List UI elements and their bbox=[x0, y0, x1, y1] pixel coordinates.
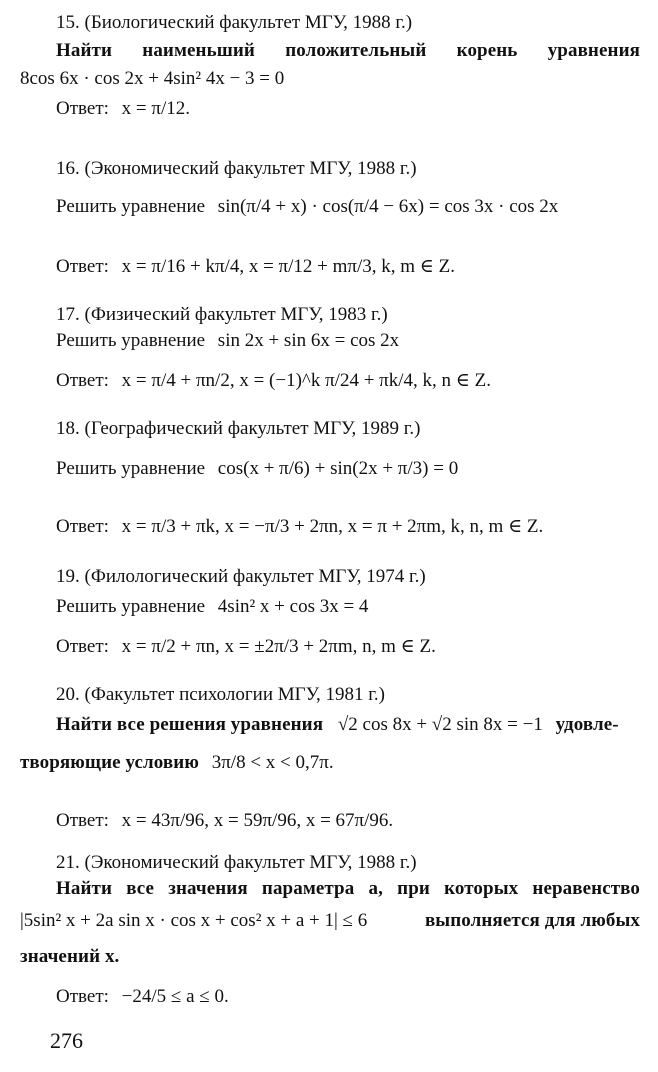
problem-17-statement bbox=[56, 330, 399, 352]
answer-label: Ответ: bbox=[56, 636, 109, 657]
answer-value: x = π/2 + πn, x = ±2π/3 + 2πm, n, m ∈ Z. bbox=[121, 636, 436, 657]
answer-label: Ответ: bbox=[56, 516, 109, 537]
problem-20-answer bbox=[56, 810, 393, 832]
statement-text: творяющие условию bbox=[20, 752, 199, 773]
problem-19-equation: 4sin² x + cos 3x = 4 bbox=[217, 596, 369, 617]
problem-15-answer bbox=[56, 98, 190, 120]
problem-19-statement bbox=[56, 596, 368, 618]
condition-value: 3π/8 < x < 0,7π. bbox=[211, 752, 334, 773]
problem-15-equation: 8cos 6x · cos 2x + 4sin² 4x − 3 = 0 bbox=[20, 68, 285, 89]
statement-text: Решить уравнение bbox=[56, 458, 206, 479]
problem-17-equation: sin 2x + sin 6x = cos 2x bbox=[217, 330, 400, 351]
answer-value: x = 43π/96, x = 59π/96, x = 67π/96. bbox=[121, 810, 394, 831]
problem-21-heading: 21. (Экономический факультет МГУ, 1988 г.) bbox=[56, 852, 417, 873]
statement-text: Решить уравнение bbox=[56, 196, 206, 217]
problem-20-statement bbox=[56, 714, 642, 736]
answer-label: Ответ: bbox=[56, 370, 109, 391]
problem-15-heading: 15. (Биологический факультет МГУ, 1988 г.) bbox=[56, 12, 413, 33]
answer-label: Ответ: bbox=[56, 98, 109, 119]
problem-19-answer bbox=[56, 636, 436, 658]
answer-value: x = π/12. bbox=[121, 98, 190, 119]
problem-16-heading: 16. (Экономический факультет МГУ, 1988 г.) bbox=[56, 158, 417, 179]
problem-16-answer bbox=[56, 256, 455, 278]
problem-19-heading: 19. (Филологический факультет МГУ, 1974 г.) bbox=[56, 566, 426, 587]
problem-17-heading: 17. (Физический факультет МГУ, 1983 г.) bbox=[56, 304, 388, 325]
problem-17-answer bbox=[56, 370, 491, 392]
problem-16-equation: sin(π/4 + x) · cos(π/4 − 6x) = cos 3x · cos 2x bbox=[217, 196, 559, 217]
answer-label: Ответ: bbox=[56, 256, 109, 277]
problem-21-answer bbox=[56, 986, 229, 1008]
problem-20-condition bbox=[20, 752, 334, 774]
statement-tail: удовле- bbox=[555, 714, 619, 735]
page-number: 276 bbox=[50, 1028, 83, 1053]
answer-value: x = π/16 + kπ/4, x = π/12 + mπ/3, k, m ∈ Z. bbox=[121, 256, 455, 277]
problem-18-equation: cos(x + π/6) + sin(2x + π/3) = 0 bbox=[217, 458, 459, 479]
answer-label: Ответ: bbox=[56, 810, 109, 831]
statement-text: Решить уравнение bbox=[56, 330, 206, 351]
problem-20-heading: 20. (Факультет психологии МГУ, 1981 г.) bbox=[56, 684, 385, 705]
problem-21-inequality-line bbox=[20, 910, 640, 932]
problem-18-answer bbox=[56, 516, 543, 538]
problem-20-equation: √2 cos 8x + √2 sin 8x = −1 bbox=[337, 714, 543, 735]
statement-text: Решить уравнение bbox=[56, 596, 206, 617]
statement-text: Найти все решения уравнения bbox=[56, 714, 324, 735]
answer-value: x = π/4 + πn/2, x = (−1)^k π/24 + πk/4, k, n ∈ Z. bbox=[121, 370, 491, 391]
problem-21-statement-end: значений x. bbox=[20, 946, 120, 967]
statement-tail: выполняется для любых bbox=[424, 910, 640, 931]
problem-21-inequality: |5sin² x + 2a sin x · cos x + cos² x + a + 1| ≤ 6 bbox=[20, 910, 368, 931]
problem-18-heading: 18. (Географический факультет МГУ, 1989 г.) bbox=[56, 418, 421, 439]
problem-15-statement: Найти наименьший положительный корень уравнения bbox=[56, 40, 640, 61]
problem-21-statement: Найти все значения параметра a, при которых неравенство bbox=[56, 878, 640, 899]
problem-16-statement bbox=[56, 196, 558, 218]
problem-18-statement bbox=[56, 458, 458, 480]
answer-value: x = π/3 + πk, x = −π/3 + 2πn, x = π + 2πm, k, n, m ∈ Z. bbox=[121, 516, 544, 537]
answer-value: −24/5 ≤ a ≤ 0. bbox=[121, 986, 229, 1007]
answer-label: Ответ: bbox=[56, 986, 109, 1007]
